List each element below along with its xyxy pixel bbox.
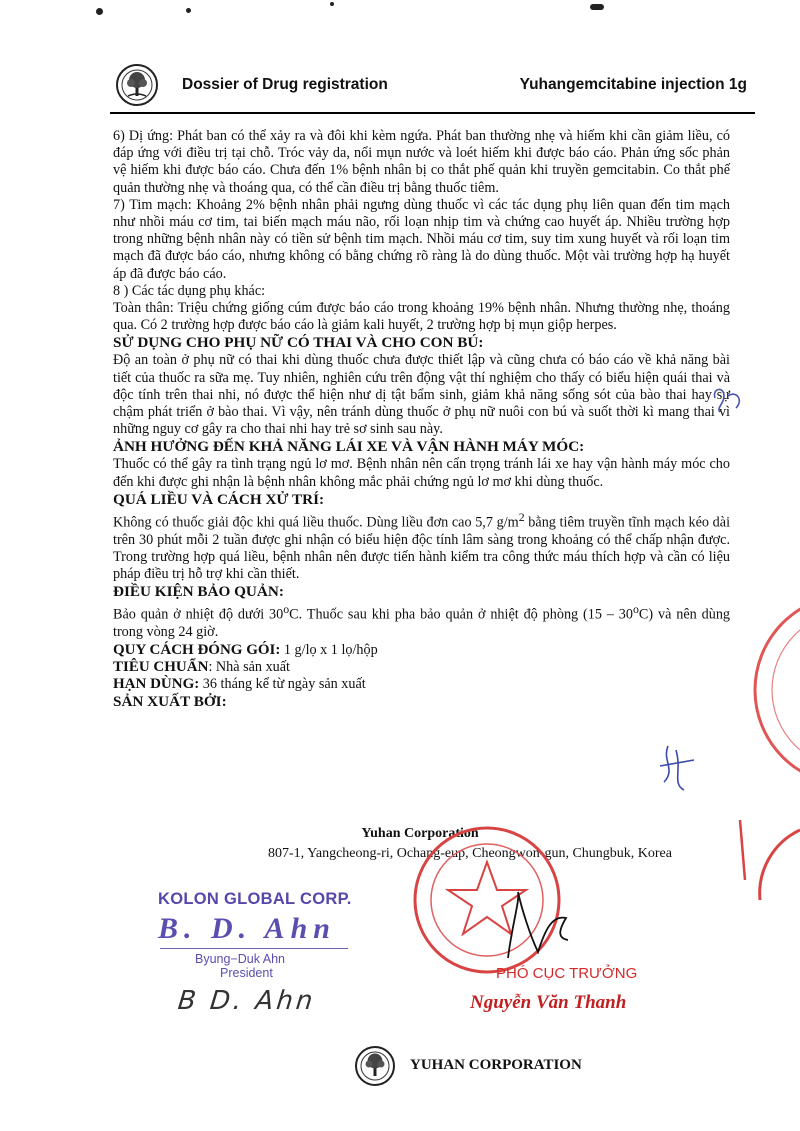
handwritten-initial-icon: [715, 389, 740, 412]
paragraph-cardiovascular: 7) Tim mạch: Khoảng 2% bệnh nhân phải ngưng dùng thuốc vì các tác dụng phụ liên quan đến tim mạch như nhồi máu cơ tim, tai biến mạch máu não, rối loạn nhịp tim và chứng cao huyết áp. Nhiều trường hợp trong những bệnh nhân này có tiền sử bệnh tim mạch. Nhồi máu cơ tim, suy tim xung huyết và rối loạn tim mạch đã được báo cáo, nhưng không có bằng chứng rõ ràng là do dùng thuốc. Một vài trường hợp hạ huyết áp đã được báo cáo.: [113, 196, 730, 282]
signature-scribble-icon: [660, 746, 694, 790]
paragraph-driving: Thuốc có thể gây ra tình trạng ngủ lơ mơ. Bệnh nhân nên cẩn trọng tránh lái xe hay vận hành máy móc cho đến khi được ghi nhận là bệnh nhân không mắc phải chứng ngủ lơ mơ khi dùng thuốc.: [113, 456, 730, 490]
yuhan-footer-logo-icon: [355, 1046, 395, 1086]
kolon-signer-name: Byung−Duk Ahn: [195, 952, 285, 966]
header-title-left: Dossier of Drug registration: [182, 76, 388, 93]
heading-pregnancy: SỬ DỤNG CHO PHỤ NỮ CÓ THAI VÀ CHO CON BÚ:: [113, 334, 484, 352]
heading-overdose: QUÁ LIỀU VÀ CÁCH XỬ TRÍ:: [113, 490, 325, 508]
manufacturer-address: 807-1, Yangcheong-ri, Ochang-eup, Cheongwon-gun, Chungbuk, Korea: [268, 846, 672, 861]
standard-label: TIÊU CHUẨN: [113, 658, 209, 675]
vice-director-name: Nguyễn Văn Thanh: [470, 992, 627, 1013]
paragraph-systemic: Toàn thân: Triệu chứng giống cúm được báo cáo trong khoảng 19% bệnh nhân. Nhưng thường nhẹ, thoáng qua. Có 2 trường hợp được báo cáo là giảm kali huyết, 2 trường hợp bị mụn giộp herpes.: [113, 300, 730, 334]
manufacturer-name: Yuhan Corporation: [361, 826, 479, 841]
header-title-right: Yuhangemcitabine injection 1g: [519, 76, 747, 93]
expiry-value: 36 tháng kể từ ngày sản xuất: [199, 675, 366, 692]
paragraph-pregnancy: Độ an toàn ở phụ nữ có thai khi dùng thuốc chưa được thiết lập và cũng chưa có báo cáo về khả năng bài tiết của thuốc ra sữa mẹ. Tuy nhiên, nghiên cứu trên động vật thí nghiệm cho thấy có biểu hiện quái thai và độc tính trên thai nhi, nó được thể hiện như dị tật bẩm sinh, giảm khả năng sống sót của bào thai hay sự chậm phát triển ở bào thai. Vì vậy, nên tránh dùng thuốc ở phụ nữ nuôi con bú và suốt thời kì mang thai vì những nguy cơ gây ra cho thai nhi hay trẻ sơ sinh sau này.: [113, 352, 730, 438]
paragraph-other-effects-heading: 8 ) Các tác dụng phụ khác:: [113, 282, 266, 299]
kolon-company-name: KOLON GLOBAL CORP.: [158, 890, 352, 908]
paragraph-overdose: Không có thuốc giải độc khi quá liều thuốc. Dùng liều đơn cao 5,7 $g/m^2$ bằng tiêm truyền tĩnh mạch kéo dài trên 30 phút mỗi 2 tuần được ghi nhận có biểu hiện độc tính lâm sàng trong khoảng có thể chấp nhận được. Trong trường hợp quá liều, bệnh nhân nên được tiến hành kiểm tra công thức máu thích hợp và cần có liệu pháp điều trị hỗ trợ khi cần thiết.: [113, 509, 731, 583]
vice-director-title: PHÓ CỤC TRƯỞNG: [496, 965, 638, 982]
footer-company-name: YUHAN CORPORATION: [410, 1057, 582, 1073]
paragraph-storage: Bảo quản ở nhiệt độ dưới 30$^o$C. Thuốc sau khi pha bảo quản ở nhiệt độ phòng (15 – 30$^o$C) và nên dùng trong vòng 24 giờ.: [113, 602, 731, 641]
kolon-signer-title: President: [220, 966, 273, 980]
standard-value: : Nhà sản xuất: [208, 658, 290, 675]
kolon-signature: B. D. Ahn: [158, 912, 336, 945]
kolon-signature-line: [160, 948, 348, 949]
paragraph-allergy: 6) Dị ứng: Phát ban có thể xảy ra và đôi khi kèm ngứa. Phát ban thường nhẹ và hiếm khi cần giảm liều, có đáp ứng với điều trị tại chỗ. Tróc vảy da, nổi mụn nước và loét hiếm khi được báo cáo. Phản ứng sốc phản vệ hiếm khi được báo cáo. Chưa đến 1% bệnh nhân bị co thắt phế quản khi truyền gemcitabin. Co thắt phế quản thường nhẹ và thoáng qua, có thể cần điều trị bằng thuốc tiêm.: [113, 128, 730, 196]
packaging-value: 1 g/lọ x 1 lọ/hộp: [280, 641, 378, 658]
partial-stamp-right-icon: [755, 595, 800, 785]
packaging-label: QUY CÁCH ĐÓNG GÓI:: [113, 641, 281, 658]
partial-stamp-lower-right-icon: [740, 820, 800, 900]
heading-storage: ĐIỀU KIỆN BẢO QUẢN:: [113, 583, 284, 601]
handwritten-signature: B D. Ahn: [176, 986, 317, 1016]
heading-driving: ẢNH HƯỞNG ĐẾN KHẢ NĂNG LÁI XE VÀ VẬN HÀNH MÁY MÓC:: [113, 438, 585, 456]
expiry-label: HẠN DÙNG:: [113, 675, 200, 692]
heading-manufacturer: SẢN XUẤT BỞI:: [113, 693, 227, 711]
